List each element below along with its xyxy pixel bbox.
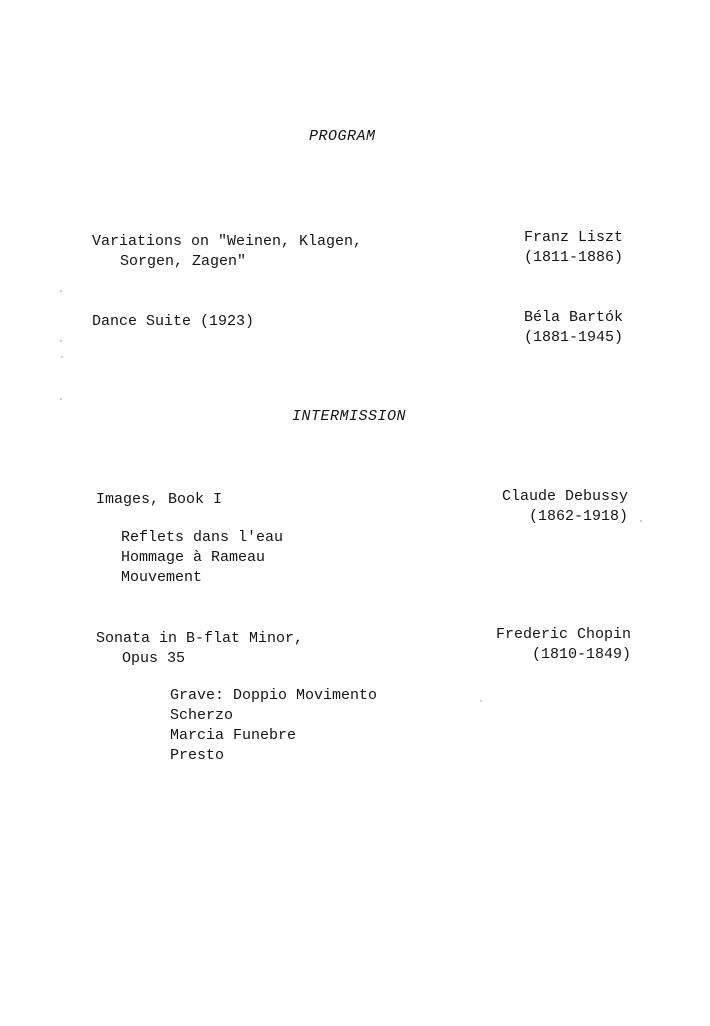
scan-speck bbox=[640, 520, 642, 522]
composer-name: Béla Bartók bbox=[523, 309, 623, 326]
composer-dates: (1881-1945) bbox=[523, 329, 623, 346]
intermission-heading: INTERMISSION bbox=[292, 408, 407, 425]
movement-item: Marcia Funebre bbox=[170, 727, 297, 744]
scan-speck bbox=[480, 700, 482, 702]
composer-dates: (1811-1886) bbox=[523, 249, 623, 266]
work-title-line: Opus 35 bbox=[122, 650, 186, 667]
scan-speck bbox=[60, 340, 62, 342]
movement-item: Presto bbox=[170, 747, 225, 764]
program-heading: PROGRAM bbox=[309, 128, 376, 145]
work-title-line: Variations on "Weinen, Klagen, bbox=[92, 233, 363, 250]
work-title-line: Images, Book I bbox=[96, 491, 223, 508]
movement-item: Scherzo bbox=[170, 707, 234, 724]
movement-item: Reflets dans l'eau bbox=[121, 529, 284, 546]
work-title-line: Sonata in B-flat Minor, bbox=[96, 630, 304, 647]
work-title-line: Sorgen, Zagen" bbox=[120, 253, 247, 270]
movement-item: Mouvement bbox=[121, 569, 203, 586]
composer-name: Claude Debussy bbox=[501, 488, 628, 505]
work-title-line: Dance Suite (1923) bbox=[92, 313, 255, 330]
composer-name: Frederic Chopin bbox=[495, 626, 631, 643]
movement-item: Grave: Doppio Movimento bbox=[170, 687, 378, 704]
scan-speck bbox=[61, 356, 63, 358]
composer-dates: (1862-1918) bbox=[528, 508, 628, 525]
scan-speck bbox=[60, 398, 62, 400]
composer-name: Franz Liszt bbox=[523, 229, 623, 246]
composer-dates: (1810-1849) bbox=[531, 646, 631, 663]
scan-speck bbox=[60, 290, 62, 292]
movement-item: Hommage à Rameau bbox=[121, 549, 266, 566]
